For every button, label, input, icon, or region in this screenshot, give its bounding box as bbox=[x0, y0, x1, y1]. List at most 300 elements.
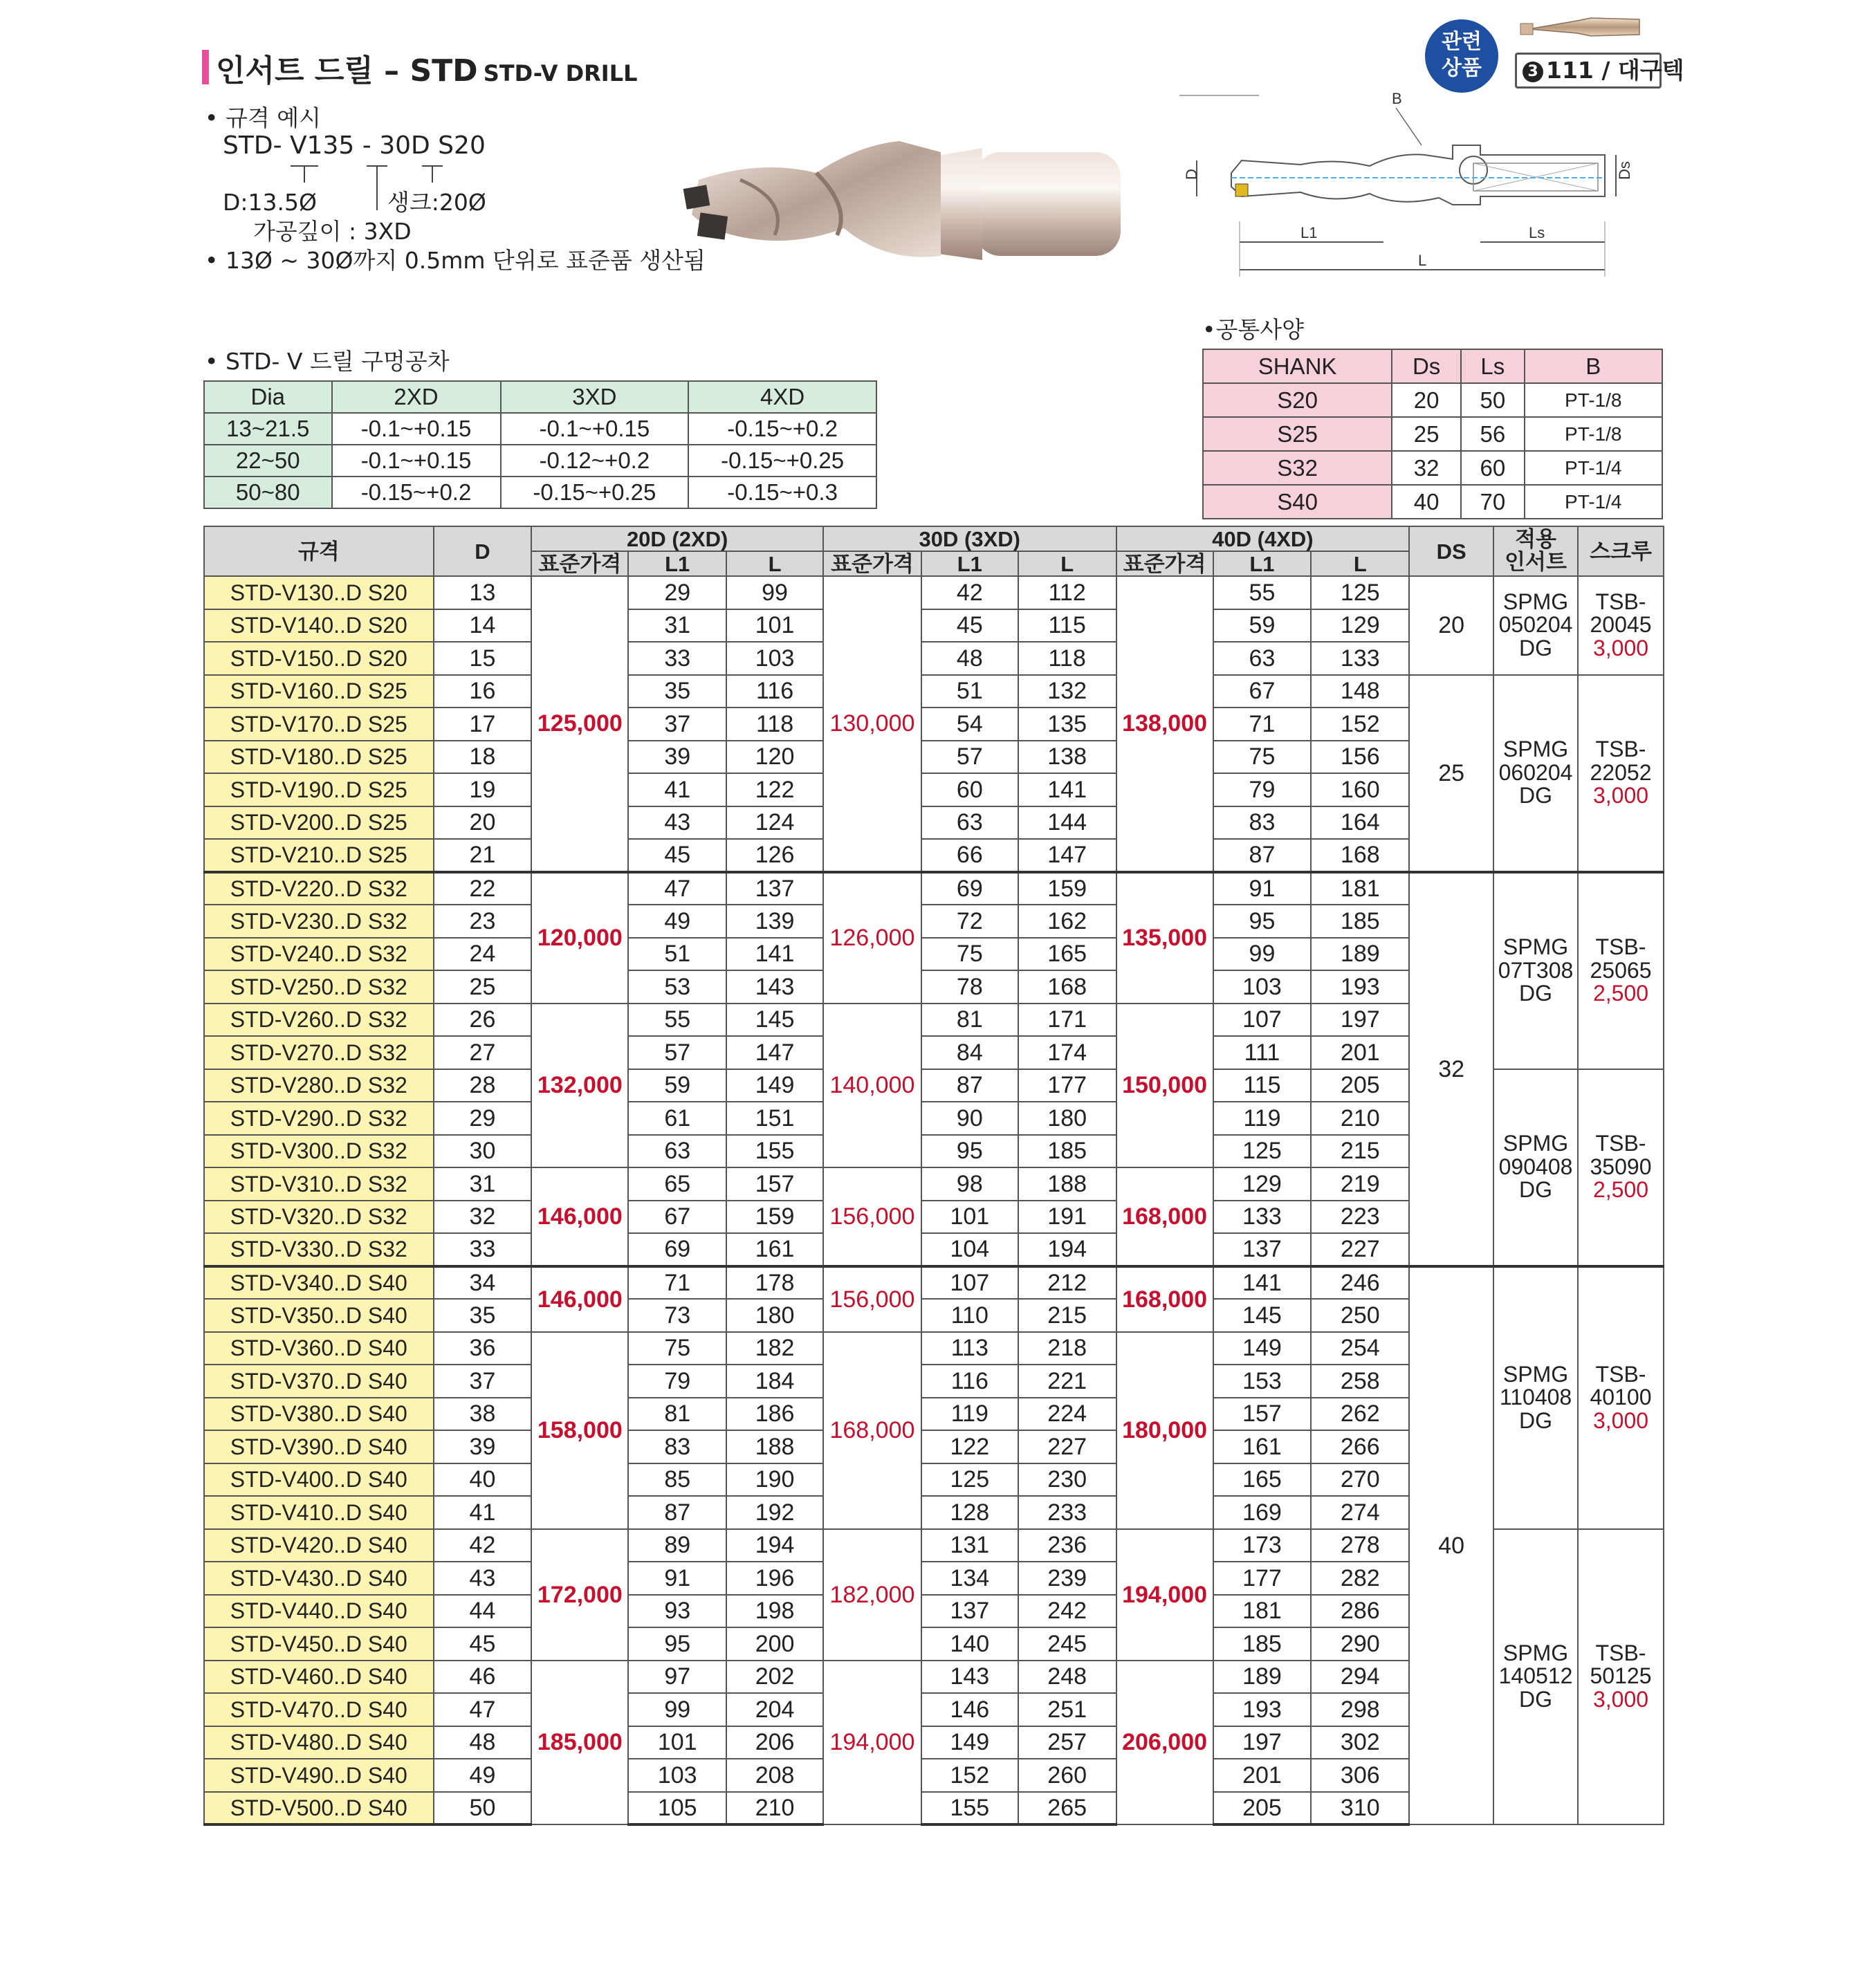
col-spec: 규격 bbox=[204, 526, 434, 576]
shank-row bbox=[1203, 485, 1662, 519]
diameter: 32 bbox=[434, 1201, 532, 1234]
shank-ds: 25 bbox=[1409, 675, 1493, 872]
tolerance-cell: -0.15~+0.25 bbox=[501, 477, 689, 508]
l1-4xd: 107 bbox=[1213, 1004, 1312, 1037]
l-3xd: 227 bbox=[1018, 1430, 1116, 1463]
l-2xd: 194 bbox=[726, 1529, 823, 1562]
standard-price: 182,000 bbox=[823, 1529, 921, 1661]
standard-price: 140,000 bbox=[823, 1004, 921, 1168]
l-4xd: 181 bbox=[1311, 872, 1409, 905]
l-2xd: 155 bbox=[726, 1135, 823, 1168]
tolerance-row bbox=[204, 477, 876, 508]
l1-3xd: 45 bbox=[921, 609, 1018, 643]
shank-cell: PT-1/4 bbox=[1525, 451, 1662, 485]
standard-price: 135,000 bbox=[1116, 872, 1213, 1004]
spec-code: STD-V230..D S32 bbox=[204, 905, 434, 938]
l1-3xd: 134 bbox=[921, 1562, 1018, 1595]
spec-code: STD-V460..D S40 bbox=[204, 1661, 434, 1694]
l1-4xd: 185 bbox=[1213, 1627, 1312, 1661]
l-2xd: 206 bbox=[726, 1726, 823, 1759]
table-row bbox=[204, 576, 1664, 609]
l1-3xd: 75 bbox=[921, 938, 1018, 971]
spec-code: STD-V250..D S32 bbox=[204, 970, 434, 1004]
l-4xd: 278 bbox=[1311, 1529, 1409, 1562]
l-2xd: 147 bbox=[726, 1036, 823, 1069]
l-3xd: 239 bbox=[1018, 1562, 1116, 1595]
example-code: STD- V135 - 30D S20 bbox=[223, 131, 486, 160]
l1-4xd: 201 bbox=[1213, 1759, 1312, 1792]
l-2xd: 151 bbox=[726, 1102, 823, 1135]
screw: TSB- 20045 3,000 bbox=[1578, 576, 1664, 675]
spec-code: STD-V290..D S32 bbox=[204, 1102, 434, 1135]
diameter: 39 bbox=[434, 1430, 532, 1463]
l-2xd: 182 bbox=[726, 1332, 823, 1365]
l-4xd: 219 bbox=[1311, 1167, 1409, 1201]
spec-code: STD-V470..D S40 bbox=[204, 1693, 434, 1726]
l1-3xd: 110 bbox=[921, 1299, 1018, 1332]
l1-4xd: 145 bbox=[1213, 1299, 1312, 1332]
standard-price: 146,000 bbox=[531, 1266, 628, 1332]
diameter: 42 bbox=[434, 1529, 532, 1562]
standard-price: 185,000 bbox=[531, 1661, 628, 1825]
l-3xd: 224 bbox=[1018, 1398, 1116, 1431]
screw: TSB- 50125 3,000 bbox=[1578, 1529, 1664, 1825]
l1-2xd: 41 bbox=[628, 773, 726, 806]
l1-2xd: 45 bbox=[628, 839, 726, 872]
l1-3xd: 101 bbox=[921, 1201, 1018, 1234]
applicable-insert: SPMG 090408 DG bbox=[1493, 1069, 1578, 1266]
screw: TSB- 25065 2,500 bbox=[1578, 872, 1664, 1069]
l1-2xd: 87 bbox=[628, 1496, 726, 1529]
l1-4xd: 59 bbox=[1213, 609, 1312, 643]
l1-4xd: 63 bbox=[1213, 642, 1312, 675]
l-2xd: 124 bbox=[726, 806, 823, 840]
l-2xd: 139 bbox=[726, 905, 823, 938]
diameter: 23 bbox=[434, 905, 532, 938]
l1-4xd: 119 bbox=[1213, 1102, 1312, 1135]
l1-3xd: 155 bbox=[921, 1792, 1018, 1825]
l1-4xd: 87 bbox=[1213, 839, 1312, 872]
l-3xd: 194 bbox=[1018, 1233, 1116, 1266]
l1-2xd: 53 bbox=[628, 970, 726, 1004]
example-shank: 생크:20Ø bbox=[387, 189, 486, 216]
shank-cell: 70 bbox=[1461, 485, 1524, 519]
diameter: 13 bbox=[434, 576, 532, 609]
l-4xd: 164 bbox=[1311, 806, 1409, 840]
l-2xd: 190 bbox=[726, 1463, 823, 1497]
l1-2xd: 35 bbox=[628, 675, 726, 708]
l-3xd: 233 bbox=[1018, 1496, 1116, 1529]
shank-heading: •공통사양 bbox=[1202, 316, 1304, 343]
l-4xd: 189 bbox=[1311, 938, 1409, 971]
diagram-label-d: D bbox=[1183, 169, 1200, 180]
screw-price: 2,500 bbox=[1592, 1177, 1649, 1203]
l1-3xd: 42 bbox=[921, 576, 1018, 609]
standard-price: 146,000 bbox=[531, 1167, 628, 1266]
l-3xd: 265 bbox=[1018, 1792, 1116, 1825]
l-4xd: 246 bbox=[1311, 1266, 1409, 1300]
l1-4xd: 125 bbox=[1213, 1135, 1312, 1168]
l-4xd: 168 bbox=[1311, 839, 1409, 872]
l-2xd: 188 bbox=[726, 1430, 823, 1463]
l-2xd: 180 bbox=[726, 1299, 823, 1332]
diameter: 49 bbox=[434, 1759, 532, 1792]
diameter: 36 bbox=[434, 1332, 532, 1365]
col-l1-40d: L1 bbox=[1213, 551, 1312, 576]
l1-2xd: 57 bbox=[628, 1036, 726, 1069]
l-3xd: 138 bbox=[1018, 741, 1116, 774]
screw-price: 3,000 bbox=[1592, 783, 1649, 808]
title-accent-bar bbox=[202, 50, 209, 84]
standard-price: 150,000 bbox=[1116, 1004, 1213, 1168]
l-4xd: 152 bbox=[1311, 708, 1409, 741]
l-2xd: 159 bbox=[726, 1201, 823, 1234]
example-heading: • 규격 예시 bbox=[205, 104, 321, 131]
l1-2xd: 43 bbox=[628, 806, 726, 840]
l1-2xd: 29 bbox=[628, 576, 726, 609]
l-2xd: 196 bbox=[726, 1562, 823, 1595]
spec-code: STD-V340..D S40 bbox=[204, 1266, 434, 1300]
l-4xd: 270 bbox=[1311, 1463, 1409, 1497]
l-3xd: 218 bbox=[1018, 1332, 1116, 1365]
screw-price: 2,500 bbox=[1592, 981, 1649, 1006]
l1-4xd: 189 bbox=[1213, 1661, 1312, 1694]
l1-2xd: 69 bbox=[628, 1233, 726, 1266]
l-2xd: 161 bbox=[726, 1233, 823, 1266]
l-3xd: 180 bbox=[1018, 1102, 1116, 1135]
diameter: 14 bbox=[434, 609, 532, 643]
l-4xd: 185 bbox=[1311, 905, 1409, 938]
diagram-label-ds: Ds bbox=[1616, 161, 1633, 180]
l1-4xd: 165 bbox=[1213, 1463, 1312, 1497]
l-2xd: 184 bbox=[726, 1365, 823, 1398]
shank-ds: 40 bbox=[1409, 1266, 1493, 1825]
shank-ds: 32 bbox=[1409, 872, 1493, 1266]
l-4xd: 125 bbox=[1311, 576, 1409, 609]
shank-header: Ls bbox=[1461, 349, 1524, 383]
diameter: 48 bbox=[434, 1726, 532, 1759]
drill-dimension-diagram bbox=[1176, 83, 1633, 284]
col-group-20d: 20D (2XD) bbox=[531, 526, 823, 551]
spec-code: STD-V270..D S32 bbox=[204, 1036, 434, 1069]
shank-cell: S25 bbox=[1203, 417, 1392, 451]
l-4xd: 306 bbox=[1311, 1759, 1409, 1792]
tolerance-table bbox=[203, 380, 877, 509]
l-4xd: 266 bbox=[1311, 1430, 1409, 1463]
l1-3xd: 140 bbox=[921, 1627, 1018, 1661]
l-3xd: 257 bbox=[1018, 1726, 1116, 1759]
l1-2xd: 83 bbox=[628, 1430, 726, 1463]
l1-2xd: 97 bbox=[628, 1661, 726, 1694]
product-spec-table bbox=[203, 526, 1664, 1826]
l-3xd: 141 bbox=[1018, 773, 1116, 806]
l-4xd: 197 bbox=[1311, 1004, 1409, 1037]
l-2xd: 202 bbox=[726, 1661, 823, 1694]
spec-code: STD-V390..D S40 bbox=[204, 1430, 434, 1463]
l1-3xd: 84 bbox=[921, 1036, 1018, 1069]
l1-4xd: 169 bbox=[1213, 1496, 1312, 1529]
diameter: 17 bbox=[434, 708, 532, 741]
spec-code: STD-V380..D S40 bbox=[204, 1398, 434, 1431]
shank-cell: PT-1/4 bbox=[1525, 485, 1662, 519]
l1-4xd: 137 bbox=[1213, 1233, 1312, 1266]
standard-price: 168,000 bbox=[1116, 1266, 1213, 1332]
l-2xd: 103 bbox=[726, 642, 823, 675]
l-4xd: 215 bbox=[1311, 1135, 1409, 1168]
related-products-badge: 관련 상품 bbox=[1425, 19, 1498, 93]
diameter: 50 bbox=[434, 1792, 532, 1825]
l-4xd: 223 bbox=[1311, 1201, 1409, 1234]
insert-product-thumbnail bbox=[1515, 6, 1646, 47]
diagram-label-ls: Ls bbox=[1529, 224, 1545, 241]
l1-2xd: 31 bbox=[628, 609, 726, 643]
shank-cell: 60 bbox=[1461, 451, 1524, 485]
diameter: 33 bbox=[434, 1233, 532, 1266]
spec-code: STD-V150..D S20 bbox=[204, 642, 434, 675]
standard-price: 180,000 bbox=[1116, 1332, 1213, 1529]
l-3xd: 248 bbox=[1018, 1661, 1116, 1694]
l1-3xd: 63 bbox=[921, 806, 1018, 840]
diameter: 43 bbox=[434, 1562, 532, 1595]
applicable-insert: SPMG 050204 DG bbox=[1493, 576, 1578, 675]
l-4xd: 290 bbox=[1311, 1627, 1409, 1661]
tolerance-cell: 50~80 bbox=[204, 477, 332, 508]
l1-2xd: 73 bbox=[628, 1299, 726, 1332]
l1-2xd: 49 bbox=[628, 905, 726, 938]
col-l-20d: L bbox=[726, 551, 823, 576]
l-2xd: 145 bbox=[726, 1004, 823, 1037]
l-3xd: 185 bbox=[1018, 1135, 1116, 1168]
l-3xd: 230 bbox=[1018, 1463, 1116, 1497]
number-circle-icon: 3 bbox=[1523, 62, 1543, 82]
l1-2xd: 89 bbox=[628, 1529, 726, 1562]
l1-3xd: 143 bbox=[921, 1661, 1018, 1694]
diameter: 26 bbox=[434, 1004, 532, 1037]
l1-3xd: 119 bbox=[921, 1398, 1018, 1431]
diameter: 15 bbox=[434, 642, 532, 675]
l1-3xd: 128 bbox=[921, 1496, 1018, 1529]
l1-3xd: 125 bbox=[921, 1463, 1018, 1497]
shank-row bbox=[1203, 383, 1662, 417]
l-3xd: 212 bbox=[1018, 1266, 1116, 1300]
l-2xd: 192 bbox=[726, 1496, 823, 1529]
l1-3xd: 60 bbox=[921, 773, 1018, 806]
l1-3xd: 131 bbox=[921, 1529, 1018, 1562]
standard-price: 138,000 bbox=[1116, 576, 1213, 872]
l-2xd: 116 bbox=[726, 675, 823, 708]
l-4xd: 133 bbox=[1311, 642, 1409, 675]
spec-code: STD-V370..D S40 bbox=[204, 1365, 434, 1398]
page-title-en: STD-V DRILL bbox=[483, 60, 638, 86]
l-3xd: 147 bbox=[1018, 839, 1116, 872]
standard-price: 194,000 bbox=[823, 1661, 921, 1825]
l-3xd: 242 bbox=[1018, 1595, 1116, 1628]
l-2xd: 141 bbox=[726, 938, 823, 971]
spec-code: STD-V190..D S25 bbox=[204, 773, 434, 806]
spec-code: STD-V240..D S32 bbox=[204, 938, 434, 971]
l1-3xd: 90 bbox=[921, 1102, 1018, 1135]
l1-3xd: 81 bbox=[921, 1004, 1018, 1037]
l-4xd: 286 bbox=[1311, 1595, 1409, 1628]
l1-4xd: 91 bbox=[1213, 872, 1312, 905]
shank-cell: 50 bbox=[1461, 383, 1524, 417]
col-l-40d: L bbox=[1311, 551, 1409, 576]
spec-code: STD-V260..D S32 bbox=[204, 1004, 434, 1037]
l1-4xd: 115 bbox=[1213, 1069, 1312, 1102]
l1-4xd: 83 bbox=[1213, 806, 1312, 840]
l1-2xd: 55 bbox=[628, 1004, 726, 1037]
spec-code: STD-V350..D S40 bbox=[204, 1299, 434, 1332]
shank-cell: S32 bbox=[1203, 451, 1392, 485]
l-2xd: 204 bbox=[726, 1693, 823, 1726]
l1-3xd: 116 bbox=[921, 1365, 1018, 1398]
diameter: 45 bbox=[434, 1627, 532, 1661]
l-4xd: 227 bbox=[1311, 1233, 1409, 1266]
spec-code: STD-V410..D S40 bbox=[204, 1496, 434, 1529]
shank-cell: 25 bbox=[1392, 417, 1461, 451]
spec-code: STD-V330..D S32 bbox=[204, 1233, 434, 1266]
l-2xd: 137 bbox=[726, 872, 823, 905]
spec-code: STD-V220..D S32 bbox=[204, 872, 434, 905]
l1-2xd: 93 bbox=[628, 1595, 726, 1628]
l1-3xd: 87 bbox=[921, 1069, 1018, 1102]
tolerance-cell: -0.15~+0.3 bbox=[688, 477, 876, 508]
l1-2xd: 47 bbox=[628, 872, 726, 905]
col-price-40d: 표준가격 bbox=[1116, 551, 1213, 576]
l1-2xd: 33 bbox=[628, 642, 726, 675]
l1-2xd: 91 bbox=[628, 1562, 726, 1595]
applicable-insert: SPMG 060204 DG bbox=[1493, 675, 1578, 872]
col-d: D bbox=[434, 526, 532, 576]
l-2xd: 178 bbox=[726, 1266, 823, 1300]
l1-3xd: 69 bbox=[921, 872, 1018, 905]
l-3xd: 159 bbox=[1018, 872, 1116, 905]
l1-2xd: 65 bbox=[628, 1167, 726, 1201]
diameter: 34 bbox=[434, 1266, 532, 1300]
spec-code: STD-V170..D S25 bbox=[204, 708, 434, 741]
col-group-30d: 30D (3XD) bbox=[823, 526, 1116, 551]
diameter: 21 bbox=[434, 839, 532, 872]
related-product-ref[interactable]: 3 111 / 대구텍 bbox=[1515, 53, 1662, 89]
l1-2xd: 71 bbox=[628, 1266, 726, 1300]
example-depth: 가공깊이 : 3XD bbox=[253, 218, 412, 245]
l-2xd: 122 bbox=[726, 773, 823, 806]
standard-price: 126,000 bbox=[823, 872, 921, 1004]
tolerance-header: 3XD bbox=[501, 381, 689, 413]
l-4xd: 210 bbox=[1311, 1102, 1409, 1135]
tolerance-row bbox=[204, 413, 876, 445]
l-2xd: 101 bbox=[726, 609, 823, 643]
l-4xd: 262 bbox=[1311, 1398, 1409, 1431]
l-4xd: 201 bbox=[1311, 1036, 1409, 1069]
l1-3xd: 137 bbox=[921, 1595, 1018, 1628]
l-3xd: 112 bbox=[1018, 576, 1116, 609]
l1-2xd: 99 bbox=[628, 1693, 726, 1726]
tolerance-cell: -0.1~+0.15 bbox=[501, 413, 689, 445]
l1-2xd: 51 bbox=[628, 938, 726, 971]
shank-cell: PT-1/8 bbox=[1525, 417, 1662, 451]
l-3xd: 245 bbox=[1018, 1627, 1116, 1661]
drill-product-image bbox=[678, 131, 1134, 277]
l1-3xd: 57 bbox=[921, 741, 1018, 774]
l-2xd: 99 bbox=[726, 576, 823, 609]
tolerance-cell: 13~21.5 bbox=[204, 413, 332, 445]
shank-cell: 40 bbox=[1392, 485, 1461, 519]
spec-code: STD-V500..D S40 bbox=[204, 1792, 434, 1825]
shank-cell: S20 bbox=[1203, 383, 1392, 417]
l1-3xd: 95 bbox=[921, 1135, 1018, 1168]
col-l1-20d: L1 bbox=[628, 551, 726, 576]
l1-3xd: 98 bbox=[921, 1167, 1018, 1201]
diameter: 16 bbox=[434, 675, 532, 708]
diagram-label-l1: L1 bbox=[1300, 224, 1318, 241]
l1-3xd: 146 bbox=[921, 1693, 1018, 1726]
l-2xd: 186 bbox=[726, 1398, 823, 1431]
tolerance-header: Dia bbox=[204, 381, 332, 413]
l1-3xd: 72 bbox=[921, 905, 1018, 938]
l1-2xd: 59 bbox=[628, 1069, 726, 1102]
l-4xd: 310 bbox=[1311, 1792, 1409, 1825]
l1-2xd: 85 bbox=[628, 1463, 726, 1497]
l1-3xd: 152 bbox=[921, 1759, 1018, 1792]
l1-4xd: 173 bbox=[1213, 1529, 1312, 1562]
shank-spec-table bbox=[1202, 349, 1663, 519]
screw-price: 3,000 bbox=[1592, 1407, 1649, 1433]
spec-code: STD-V140..D S20 bbox=[204, 609, 434, 643]
standard-price: 156,000 bbox=[823, 1167, 921, 1266]
standard-price: 132,000 bbox=[531, 1004, 628, 1168]
l1-3xd: 104 bbox=[921, 1233, 1018, 1266]
l-4xd: 148 bbox=[1311, 675, 1409, 708]
tolerance-cell: -0.15~+0.2 bbox=[332, 477, 501, 508]
spec-code: STD-V490..D S40 bbox=[204, 1759, 434, 1792]
tolerance-cell: -0.1~+0.15 bbox=[332, 413, 501, 445]
diameter: 24 bbox=[434, 938, 532, 971]
l1-4xd: 161 bbox=[1213, 1430, 1312, 1463]
spec-code: STD-V360..D S40 bbox=[204, 1332, 434, 1365]
diameter: 27 bbox=[434, 1036, 532, 1069]
l-4xd: 302 bbox=[1311, 1726, 1409, 1759]
l-2xd: 126 bbox=[726, 839, 823, 872]
col-screw: 스크루 bbox=[1578, 526, 1664, 576]
standard-price: 206,000 bbox=[1116, 1661, 1213, 1825]
spec-code: STD-V450..D S40 bbox=[204, 1627, 434, 1661]
standard-price: 168,000 bbox=[1116, 1167, 1213, 1266]
l1-2xd: 79 bbox=[628, 1365, 726, 1398]
l-3xd: 165 bbox=[1018, 938, 1116, 971]
spec-code: STD-V130..D S20 bbox=[204, 576, 434, 609]
col-price-20d: 표준가격 bbox=[531, 551, 628, 576]
diameter: 35 bbox=[434, 1299, 532, 1332]
shank-cell: S40 bbox=[1203, 485, 1392, 519]
spec-code: STD-V210..D S25 bbox=[204, 839, 434, 872]
l1-4xd: 103 bbox=[1213, 970, 1312, 1004]
l1-2xd: 61 bbox=[628, 1102, 726, 1135]
l1-3xd: 51 bbox=[921, 675, 1018, 708]
diameter: 20 bbox=[434, 806, 532, 840]
diameter: 47 bbox=[434, 1693, 532, 1726]
l1-4xd: 149 bbox=[1213, 1332, 1312, 1365]
l-4xd: 205 bbox=[1311, 1069, 1409, 1102]
l1-4xd: 177 bbox=[1213, 1562, 1312, 1595]
l-2xd: 200 bbox=[726, 1627, 823, 1661]
standard-price: 158,000 bbox=[531, 1332, 628, 1529]
l1-4xd: 111 bbox=[1213, 1036, 1312, 1069]
diameter: 29 bbox=[434, 1102, 532, 1135]
example-diameter: D:13.5Ø bbox=[223, 189, 317, 216]
shank-row bbox=[1203, 417, 1662, 451]
spec-code: STD-V280..D S32 bbox=[204, 1069, 434, 1102]
